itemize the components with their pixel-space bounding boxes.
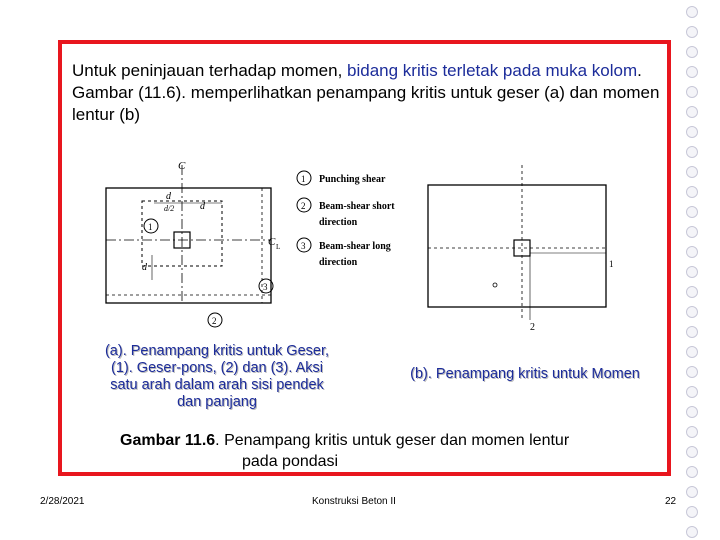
marker-1: 1 [148, 222, 153, 232]
caption-a-line1: (a). Penampang kritis untuk Geser, [104, 343, 330, 359]
fig-b-marker-2: 2 [530, 322, 535, 333]
marker-3: 3 [263, 282, 268, 292]
legend [297, 171, 395, 268]
slide-number: 22 [665, 496, 677, 507]
legend-text-2b: direction [319, 217, 358, 228]
figure-caption [120, 430, 660, 472]
caption-a-line2: (1). Geser-pons, (2) dan (3). Aksi [111, 360, 323, 376]
caption-a-line3: satu arah dalam arah sisi pendek [110, 377, 324, 393]
dim-d-left: d [142, 262, 147, 273]
figure-b [428, 165, 606, 320]
caption-a-line4: dan panjang [177, 394, 257, 410]
intro-part2: . Gambar (11.6). memperlihatkan penampang kritis untuk geser (a) dan momen lentur (b) [72, 61, 660, 124]
centerline-label-top: C [178, 160, 186, 172]
intro-highlight: bidang kritis terletak pada muka kolom [347, 61, 638, 80]
figure-a [106, 165, 273, 327]
caption-b: (b). Penampang kritis untuk Momen [410, 366, 640, 382]
centerline-label-right: C [268, 236, 276, 248]
caption-a [72, 343, 362, 411]
legend-text-3b: direction [319, 257, 358, 268]
legend-text-1: Punching shear [319, 174, 386, 185]
figure-caption-text2: pada pondasi [242, 453, 339, 470]
legend-num-2: 2 [301, 201, 306, 211]
footer-title: Konstruksi Beton II [312, 496, 396, 507]
intro-part1: Untuk peninjauan terhadap momen, [72, 61, 348, 80]
footer-date: 2/28/2021 [40, 496, 85, 507]
binder-rings [686, 0, 720, 540]
dim-d-right: d [200, 201, 205, 212]
legend-text-2: Beam-shear short [319, 201, 395, 212]
dim-d-top: d [166, 191, 171, 202]
dim-half-d: d/2 [164, 204, 175, 213]
fig-b-marker-1: 1 [609, 259, 614, 269]
legend-text-3: Beam-shear long [319, 241, 391, 252]
marker-2: 2 [212, 316, 217, 326]
critical-section-diagram [92, 155, 672, 340]
legend-num-1: 1 [301, 174, 306, 184]
intro-text [72, 60, 662, 126]
legend-num-3: 3 [301, 241, 306, 251]
figure-caption-text1: . Penampang kritis untuk geser dan momen lentur [215, 432, 570, 449]
centerline-sub: L [276, 243, 281, 251]
figure-caption-label: Gambar 11.6 [120, 432, 216, 449]
